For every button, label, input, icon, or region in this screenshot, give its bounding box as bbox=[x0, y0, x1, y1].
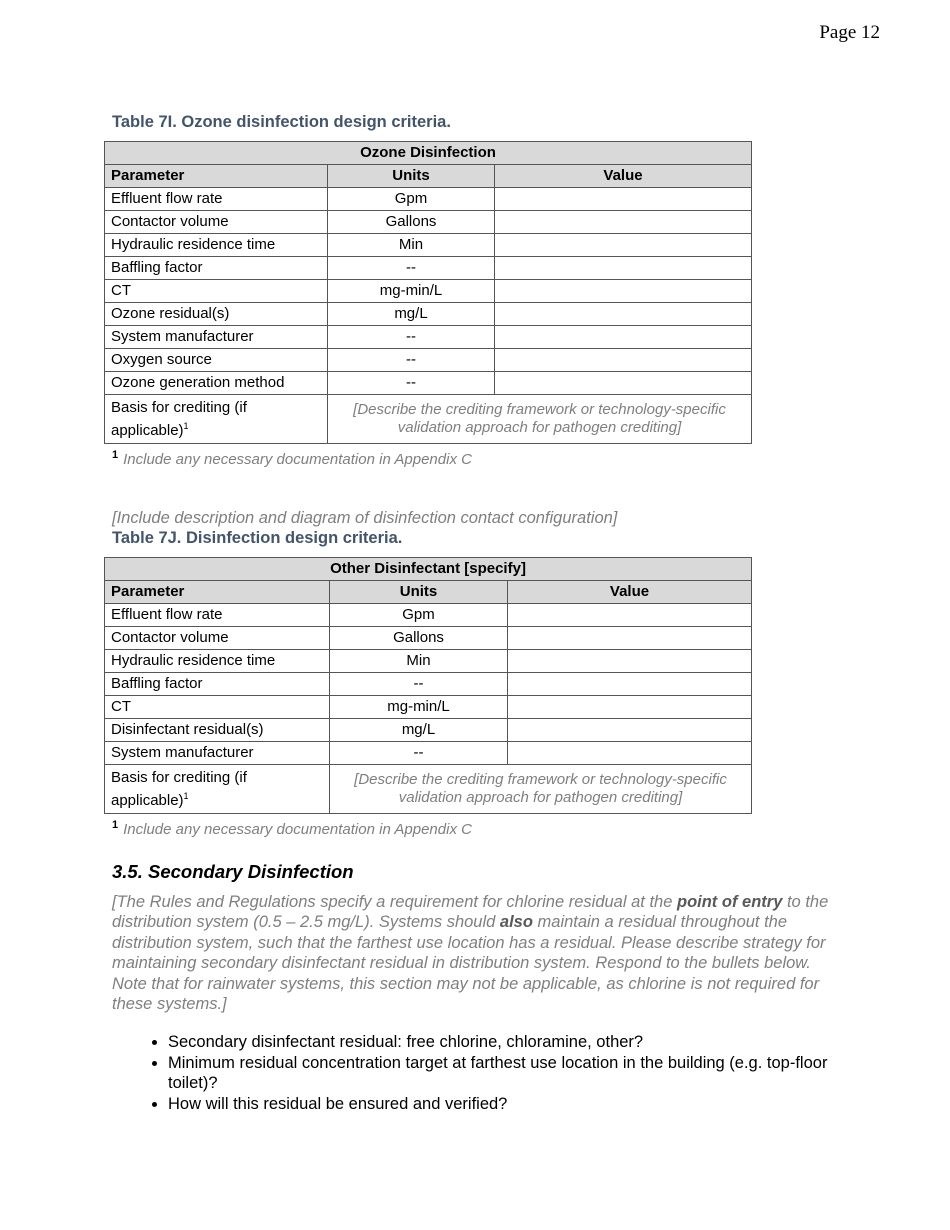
parameter-cell: Effluent flow rate bbox=[105, 604, 330, 627]
diagram-note: [Include description and diagram of disinfection contact configuration] bbox=[112, 509, 618, 527]
value-cell[interactable] bbox=[495, 280, 752, 303]
header-units: Units bbox=[330, 581, 508, 604]
parameter-cell: CT bbox=[105, 696, 330, 719]
units-cell: -- bbox=[330, 673, 508, 696]
units-cell: mg/L bbox=[330, 719, 508, 742]
value-cell[interactable] bbox=[508, 719, 752, 742]
header-value: Value bbox=[495, 165, 752, 188]
units-cell: mg-min/L bbox=[330, 696, 508, 719]
parameter-cell: Ozone generation method bbox=[105, 372, 328, 395]
units-cell: Min bbox=[328, 234, 495, 257]
section-heading: 3.5. Secondary Disinfection bbox=[112, 861, 354, 882]
basis-description[interactable]: [Describe the crediting framework or technology-specific validation approach for pathogen crediting] bbox=[328, 395, 752, 444]
parameter-cell: Baffling factor bbox=[105, 673, 330, 696]
units-cell: Min bbox=[330, 650, 508, 673]
parameter-cell: System manufacturer bbox=[105, 742, 330, 765]
table-row bbox=[105, 188, 752, 211]
parameter-cell: CT bbox=[105, 280, 328, 303]
units-cell: Gpm bbox=[330, 604, 508, 627]
value-cell[interactable] bbox=[495, 349, 752, 372]
table-row bbox=[105, 372, 752, 395]
table-row bbox=[105, 719, 752, 742]
units-cell: -- bbox=[330, 742, 508, 765]
value-cell[interactable] bbox=[495, 257, 752, 280]
table-title: Other Disinfectant [specify] bbox=[105, 558, 752, 581]
units-cell: -- bbox=[328, 326, 495, 349]
table-7i-footnote: $^1$ Include any necessary documentation in Appendix C bbox=[112, 449, 472, 468]
parameter-cell: Disinfectant residual(s) bbox=[105, 719, 330, 742]
units-cell: Gpm bbox=[328, 188, 495, 211]
units-cell: Gallons bbox=[330, 627, 508, 650]
value-cell[interactable] bbox=[508, 627, 752, 650]
basis-label: Basis for crediting (if applicable)$^1$ bbox=[105, 395, 328, 444]
list-item: • Secondary disinfectant residual: free chlorine, chloramine, other? bbox=[168, 1032, 848, 1052]
page-number: Page 12 bbox=[819, 22, 880, 43]
table-7i-caption: Table 7I. Ozone disinfection design criteria. bbox=[112, 113, 451, 131]
parameter-cell: Ozone residual(s) bbox=[105, 303, 328, 326]
table-7j-footnote: $^1$ Include any necessary documentation in Appendix C bbox=[112, 819, 472, 838]
value-cell[interactable] bbox=[495, 234, 752, 257]
parameter-cell: Effluent flow rate bbox=[105, 188, 328, 211]
table-row bbox=[105, 627, 752, 650]
parameter-cell: Baffling factor bbox=[105, 257, 328, 280]
units-cell: -- bbox=[328, 257, 495, 280]
other-disinfectant-table bbox=[104, 557, 752, 814]
table-row bbox=[105, 257, 752, 280]
units-cell: mg/L bbox=[328, 303, 495, 326]
value-cell[interactable] bbox=[495, 303, 752, 326]
table-row bbox=[105, 234, 752, 257]
units-cell: -- bbox=[328, 349, 495, 372]
list-item: • How will this residual be ensured and verified? bbox=[168, 1094, 848, 1114]
value-cell[interactable] bbox=[495, 372, 752, 395]
table-7j-caption: Table 7J. Disinfection design criteria. bbox=[112, 529, 403, 547]
header-parameter: Parameter bbox=[105, 165, 328, 188]
units-cell: -- bbox=[328, 372, 495, 395]
table-row-basis bbox=[105, 765, 752, 814]
value-cell[interactable] bbox=[495, 211, 752, 234]
parameter-cell: Hydraulic residence time bbox=[105, 234, 328, 257]
table-row bbox=[105, 673, 752, 696]
header-value: Value bbox=[508, 581, 752, 604]
table-row bbox=[105, 650, 752, 673]
table-row bbox=[105, 303, 752, 326]
value-cell[interactable] bbox=[495, 326, 752, 349]
value-cell[interactable] bbox=[508, 673, 752, 696]
value-cell[interactable] bbox=[508, 696, 752, 719]
units-cell: Gallons bbox=[328, 211, 495, 234]
header-units: Units bbox=[328, 165, 495, 188]
table-row bbox=[105, 742, 752, 765]
header-parameter: Parameter bbox=[105, 581, 330, 604]
table-row bbox=[105, 326, 752, 349]
table-title: Ozone Disinfection bbox=[105, 142, 752, 165]
parameter-cell: Oxygen source bbox=[105, 349, 328, 372]
table-row bbox=[105, 211, 752, 234]
value-cell[interactable] bbox=[508, 650, 752, 673]
table-row bbox=[105, 349, 752, 372]
section-instructions: [The Rules and Regulations specify a requirement for chlorine residual at the point of entry to the distribution system (0.5 – 2.5 mg/L). Systems should also maintain a residual throughout the distribution system, such that the farthest use location has a residual. Please describe strategy for maintaining secondary disinfectant residual in distribution system. Respond to the bullets below. Note that for rainwater systems, this section may not be applicable, as chlorine is not required for these systems.] bbox=[112, 893, 829, 1014]
parameter-cell: Contactor volume bbox=[105, 211, 328, 234]
table-row-basis bbox=[105, 395, 752, 444]
table-row bbox=[105, 696, 752, 719]
value-cell[interactable] bbox=[495, 188, 752, 211]
basis-description[interactable]: [Describe the crediting framework or technology-specific validation approach for pathogen crediting] bbox=[330, 765, 752, 814]
parameter-cell: System manufacturer bbox=[105, 326, 328, 349]
ozone-disinfection-table bbox=[104, 141, 752, 444]
parameter-cell: Hydraulic residence time bbox=[105, 650, 330, 673]
list-item: • Minimum residual concentration target at farthest use location in the building (e.g. top-floor toilet)? bbox=[168, 1053, 848, 1094]
parameter-cell: Contactor volume bbox=[105, 627, 330, 650]
value-cell[interactable] bbox=[508, 604, 752, 627]
basis-label: Basis for crediting (if applicable)$^1$ bbox=[105, 765, 330, 814]
units-cell: mg-min/L bbox=[328, 280, 495, 303]
table-row bbox=[105, 604, 752, 627]
value-cell[interactable] bbox=[508, 742, 752, 765]
table-row bbox=[105, 280, 752, 303]
bullet-list bbox=[118, 1032, 848, 1114]
